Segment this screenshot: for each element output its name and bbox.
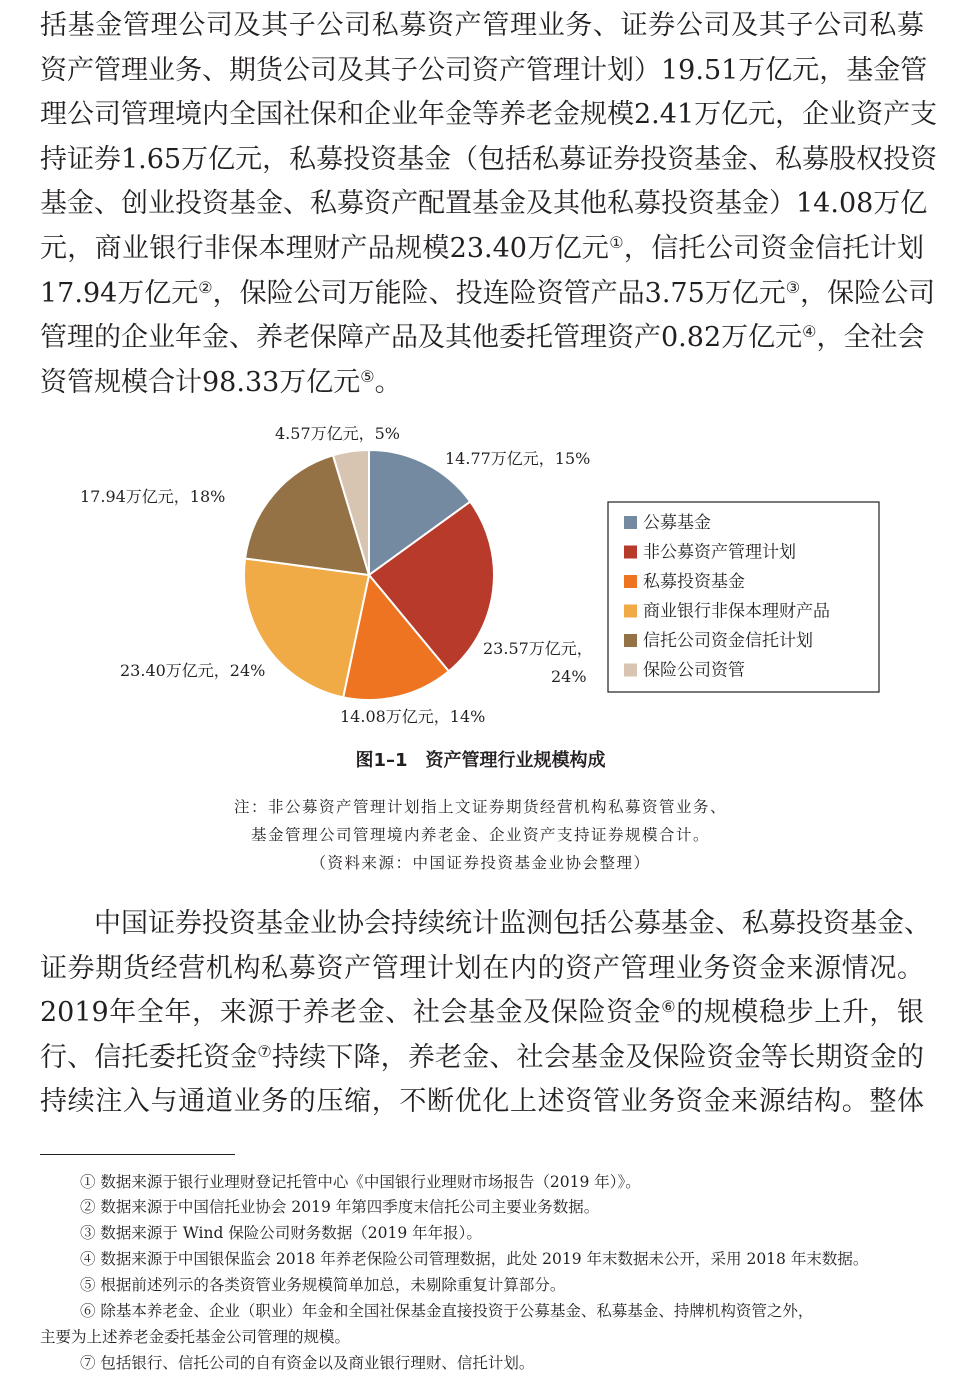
text-line: 行、信托委托资金⑦持续下降，养老金、社会基金及保险资金等长期资金的 — [40, 1041, 925, 1073]
legend-label: 私募投资基金 — [643, 572, 745, 592]
slice-data-label: 17.94万亿元，18% — [80, 487, 226, 506]
footnote: ⑥ 除基本养老金、企业（职业）年金和全国社保基金直接投资于公募基金、私募基金、持牌机构资管之外， — [80, 1302, 814, 1320]
legend-label: 非公募资产管理计划 — [643, 542, 796, 563]
footnote-ref: ⑦ — [257, 1041, 272, 1061]
legend-swatch — [624, 575, 637, 588]
slice-data-label: 23.57万亿元， 24% — [483, 639, 593, 686]
footnote: ① 数据来源于银行业理财登记托管中心《中国银行业理财市场报告（2019 年）》。 — [80, 1173, 641, 1191]
text-line: 管理的企业年金、养老保障产品及其他委托管理资产0.82万亿元④，全社会 — [40, 322, 925, 354]
text-line: 2019年全年，来源于养老金、社会基金及保险资金⑥的规模稳步上升，银 — [40, 997, 925, 1029]
text-line: 理公司管理境内全国社保和企业年金等养老金规模2.41万亿元，企业资产支 — [40, 99, 938, 131]
footnote-divider — [40, 1154, 235, 1155]
legend-swatch — [624, 546, 637, 559]
footnote-ref: ② — [198, 277, 213, 297]
body-paragraph-2 — [40, 902, 931, 1125]
legend-swatch — [624, 605, 637, 618]
text-line: 资管规模合计98.33万亿元⑤。 — [40, 366, 402, 398]
text-line: 资产管理业务、期货公司及其子公司资产管理计划）19.51万亿元，基金管 — [40, 54, 928, 86]
text-line: 持证券1.65万亿元，私募投资基金（包括私募证券投资基金、私募股权投资 — [40, 143, 938, 175]
text-line: 17.94万亿元②，保险公司万能险、投连险资管产品3.75万亿元③，保险公司 — [40, 277, 936, 309]
figure-number: 图1–1 — [355, 750, 408, 771]
slice-data-label: 4.57万亿元，5% — [275, 424, 401, 443]
legend-label: 公募基金 — [643, 513, 711, 533]
footnote-ref: ④ — [802, 322, 817, 342]
footnote-ref: ① — [609, 232, 624, 252]
figure-source: （资料来源：中国证券投资基金业协会整理） — [310, 854, 651, 872]
footnote-continuation: 主要为上述养老金委托基金公司管理的规模。 — [40, 1328, 351, 1346]
footnote: ⑦ 包括银行、信托公司的自有资金以及商业银行理财、信托计划。 — [80, 1354, 535, 1372]
footnote: ④ 数据来源于中国银保监会 2018 年养老保险公司管理数据，此处 2019 年末数据未公开，采用 2018 年末数据。 — [80, 1250, 869, 1268]
text-line: 中国证券投资基金业协会持续统计监测包括公募基金、私募投资基金、 — [94, 908, 931, 939]
figure-caption — [0, 746, 961, 772]
legend-swatch — [624, 664, 637, 677]
text-line: 元，商业银行非保本理财产品规模23.40万亿元①，信托公司资金信托计划 — [40, 232, 925, 264]
text-line: 括基金管理公司及其子公司私募资产管理业务、证券公司及其子公司私募 — [40, 10, 924, 41]
slice-data-label: 23.40万亿元，24% — [120, 661, 266, 680]
body-paragraph-1 — [40, 4, 938, 405]
slice-data-label: 14.77万亿元，15% — [445, 449, 591, 468]
figure-note: 基金管理公司管理境内养老金、企业资产支持证券规模合计。 — [250, 826, 710, 844]
text-line: 基金、创业投资基金、私募资产配置基金及其他私募投资基金）14.08万亿 — [40, 188, 928, 220]
legend-label: 保险公司资管 — [643, 660, 745, 681]
footnote-ref: ⑤ — [360, 366, 375, 386]
legend-swatch — [624, 516, 637, 529]
pie-slices — [244, 450, 494, 700]
figure-title: 资产管理行业规模构成 — [425, 750, 606, 771]
footnote: ③ 数据来源于 Wind 保险公司财务数据（2019 年年报）。 — [80, 1224, 482, 1242]
footnote: ⑤ 根据前述列示的各类资管业务规模简单加总，未剔除重复计算部分。 — [80, 1276, 566, 1294]
footnote-ref: ③ — [785, 277, 801, 297]
pie-chart — [0, 400, 961, 740]
legend-label: 商业银行非保本理财产品 — [643, 601, 830, 622]
slice-data-label: 14.08万亿元，14% — [340, 707, 486, 726]
text-line: 证券期货经营机构私募资产管理计划在内的资产管理业务资金来源情况。 — [40, 952, 924, 984]
footnote-ref: ⑥ — [661, 997, 677, 1017]
footnote: ② 数据来源于中国信托业协会 2019 年第四季度末信托公司主要业务数据。 — [80, 1198, 600, 1216]
legend-label: 信托公司资金信托计划 — [643, 631, 813, 651]
text-line: 持续注入与通道业务的压缩，不断优化上述资管业务资金来源结构。整体 — [40, 1086, 924, 1118]
legend-swatch — [624, 634, 637, 647]
figure-note: 注：非公募资产管理计划指上文证券期货经营机构私募资管业务、 — [233, 798, 727, 816]
legend — [608, 502, 879, 692]
